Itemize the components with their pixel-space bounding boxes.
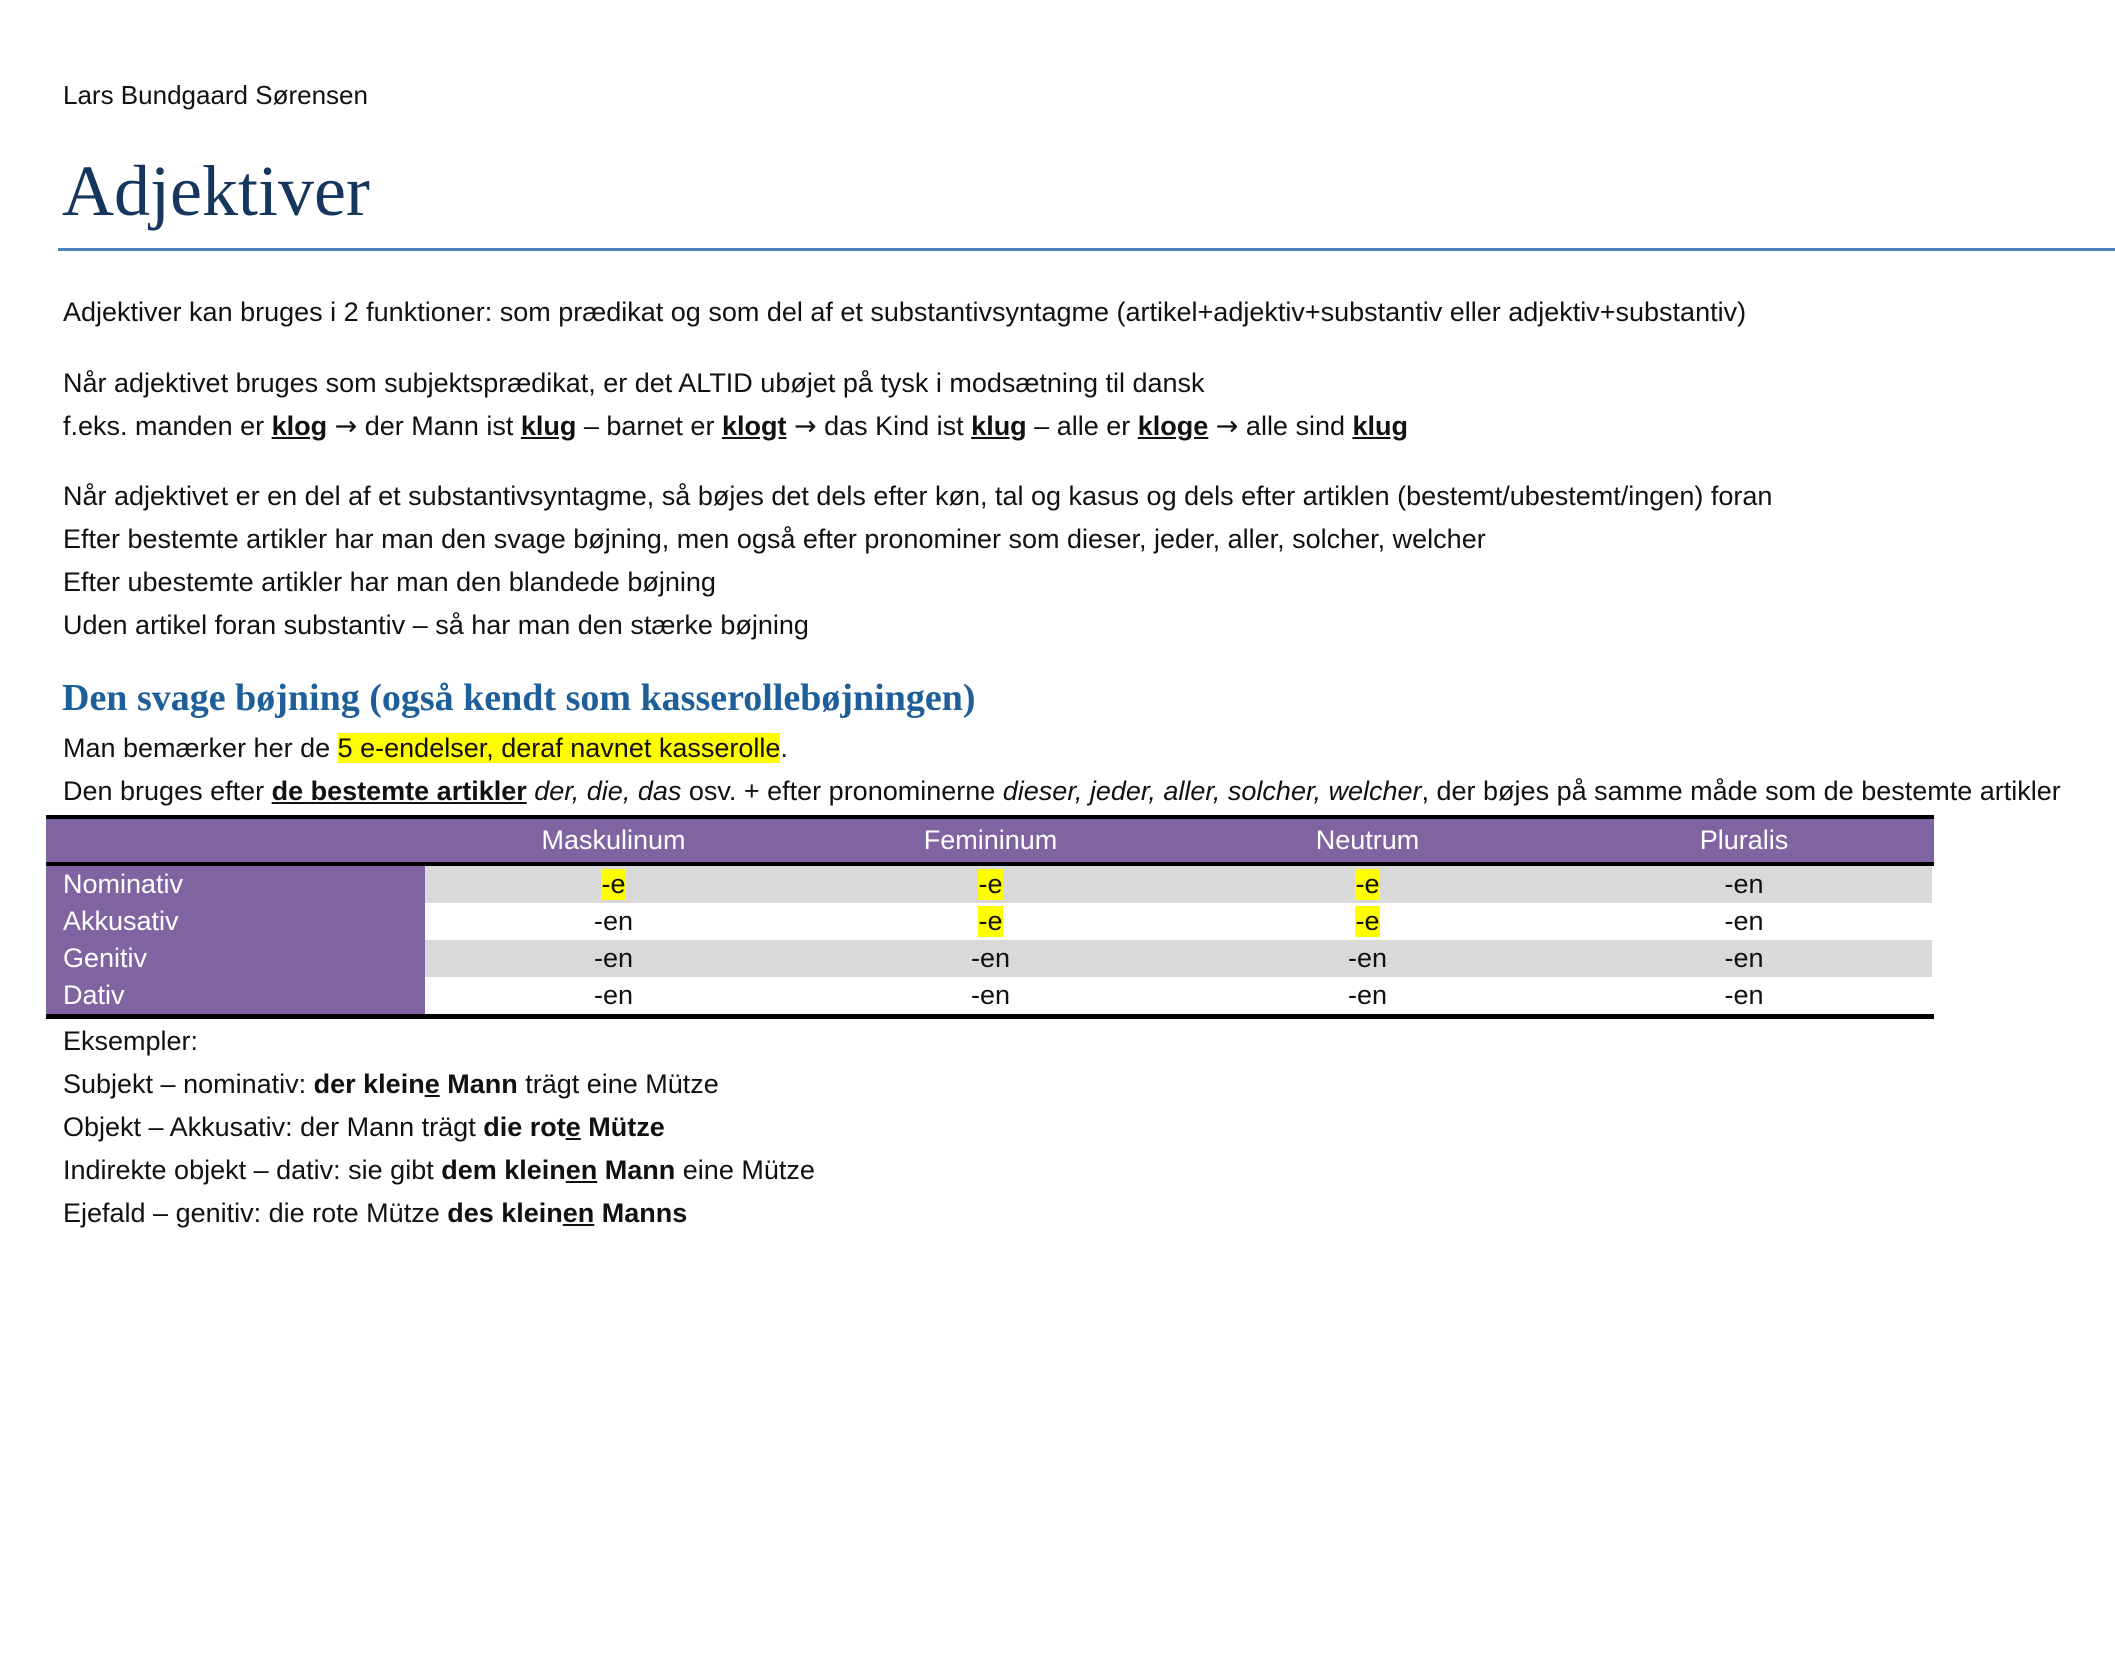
ending-value: -e	[1355, 869, 1380, 899]
table-header-row	[46, 819, 1934, 866]
example-word: klog	[271, 411, 328, 441]
example-bold: die rot	[483, 1112, 566, 1142]
example-word: klogt	[721, 411, 787, 441]
example-line	[63, 1149, 815, 1192]
section-intro	[63, 727, 2061, 813]
example-line	[63, 1192, 815, 1235]
usage-text: , der bøjes på samme måde som de bestemte artikler	[1421, 776, 2061, 806]
table-row	[46, 940, 1934, 977]
note-text: .	[780, 733, 788, 763]
declension-table	[46, 815, 1934, 1019]
predicate-example	[63, 405, 1408, 448]
ending-value: -e	[978, 906, 1003, 936]
arrow-right-icon: →	[1215, 411, 1239, 442]
ending-value: -en	[970, 943, 1011, 973]
usage-italic: der, die, das	[526, 776, 682, 806]
ending-value: -en	[1724, 906, 1764, 936]
arrow-right-icon: →	[793, 411, 817, 442]
ending-value: -en	[1724, 943, 1764, 973]
table-cell	[802, 977, 1179, 1014]
ending-value: -e	[601, 869, 626, 899]
table-cell	[802, 903, 1179, 940]
example-line	[63, 1063, 815, 1106]
table-cell	[425, 940, 802, 977]
usage-text: osv. + efter pronominerne	[681, 776, 1003, 806]
table-cell	[1179, 977, 1556, 1014]
case-label: Dativ	[46, 977, 425, 1014]
example-word: kloge	[1137, 411, 1209, 441]
example-text: Subjekt – nominativ:	[63, 1069, 314, 1099]
rule-line: Efter ubestemte artikler har man den blandede bøjning	[63, 567, 716, 597]
example-ending: en	[562, 1198, 595, 1228]
example-text: trägt eine Mütze	[517, 1069, 719, 1099]
table-row	[46, 866, 1934, 903]
example-text: Indirekte objekt – dativ: sie gibt	[63, 1155, 442, 1185]
ending-value: -en	[593, 980, 634, 1010]
page-title: Adjektiver	[62, 151, 370, 231]
table-cell	[1556, 940, 1932, 977]
usage-italic: dieser, jeder, aller, solcher, welcher	[1002, 776, 1422, 806]
table-cell	[425, 977, 802, 1014]
table-cell	[425, 903, 802, 940]
case-label: Genitiv	[46, 940, 425, 977]
table-row	[46, 903, 1934, 940]
section-note	[63, 727, 2061, 770]
ending-value: -en	[1347, 980, 1388, 1010]
ending-value: -en	[1347, 943, 1388, 973]
example-bold: der klein	[313, 1069, 425, 1099]
rule-line: Efter bestemte artikler har man den svage bøjning, men også efter pronominer som dieser, jeder, aller, solcher, welcher	[63, 524, 1486, 554]
table-cell	[425, 866, 802, 903]
table-cell	[1179, 940, 1556, 977]
example-word: klug	[971, 411, 1027, 441]
example-bold: Mann	[439, 1069, 518, 1099]
section-usage	[63, 770, 2061, 813]
example-word: klug	[520, 411, 577, 441]
table-row	[46, 977, 1934, 1014]
example-text: Ejefald – genitiv: die rote Mütze	[63, 1198, 448, 1228]
ending-value: -en	[970, 980, 1011, 1010]
example-text: – alle er	[1026, 411, 1138, 441]
example-ending: e	[424, 1069, 440, 1099]
table-header-cell: Neutrum	[1315, 825, 1420, 855]
usage-text: Den bruges efter	[63, 776, 272, 806]
example-text: f.eks. manden er	[63, 411, 272, 441]
example-text: eine Mütze	[675, 1155, 815, 1185]
example-bold: Manns	[594, 1198, 688, 1228]
table-cell	[802, 940, 1179, 977]
rules-paragraph	[63, 475, 1772, 647]
highlighted-text: 5 e-endelser, deraf navnet kasserolle	[337, 733, 781, 763]
example-line	[63, 1106, 815, 1149]
predicate-paragraph	[63, 362, 1408, 448]
table-body	[46, 866, 1934, 1014]
case-label: Nominativ	[46, 866, 425, 903]
example-text: der Mann ist	[357, 411, 521, 441]
ending-value: -en	[593, 943, 634, 973]
example-bold: des klein	[447, 1198, 563, 1228]
table-cell	[1179, 866, 1556, 903]
intro-paragraph	[63, 291, 1746, 334]
table-header-cell	[46, 819, 425, 862]
example-ending: e	[565, 1112, 581, 1142]
section-heading: Den svage bøjning (også kendt som kasserollebøjningen)	[62, 677, 976, 719]
intro-text: Adjektiver kan bruges i 2 funktioner: som prædikat og som del af et substantivsyntagme (artikel+adjektiv+substantiv eller adjektiv+substantiv)	[63, 297, 1747, 327]
ending-value: -en	[1724, 980, 1764, 1010]
example-text: alle sind	[1238, 411, 1353, 441]
arrow-right-icon: →	[334, 411, 358, 442]
example-bold: Mütze	[580, 1112, 665, 1142]
table-cell	[1556, 977, 1932, 1014]
table-header-cell: Femininum	[923, 825, 1058, 855]
example-bold: Mann	[597, 1155, 676, 1185]
author-name: Lars Bundgaard Sørensen	[63, 80, 368, 110]
table-cell	[1556, 866, 1932, 903]
table-cell	[1556, 903, 1932, 940]
table-cell	[1179, 903, 1556, 940]
example-text: Objekt – Akkusativ: der Mann trägt	[63, 1112, 484, 1142]
examples-label: Eksempler:	[63, 1026, 199, 1056]
ending-value: -en	[1724, 869, 1764, 899]
examples-block	[63, 1020, 815, 1235]
table-header-cell: Pluralis	[1699, 825, 1789, 855]
ending-value: -e	[1355, 906, 1380, 936]
predicate-line: Når adjektivet bruges som subjektsprædikat, er det ALTID ubøjet på tysk i modsætning til dansk	[63, 368, 1205, 398]
ending-value: -e	[978, 869, 1003, 899]
title-underline	[58, 248, 2115, 251]
example-text: das Kind ist	[816, 411, 972, 441]
note-text: Man bemærker her de	[63, 733, 338, 763]
table-header-cell: Maskulinum	[541, 825, 686, 855]
rule-line: Uden artikel foran substantiv – så har man den stærke bøjning	[63, 610, 809, 640]
usage-emphasis: de bestemte artikler	[271, 776, 527, 806]
ending-value: -en	[593, 906, 634, 936]
case-label: Akkusativ	[46, 903, 425, 940]
example-bold: dem klein	[441, 1155, 566, 1185]
table-cell	[802, 866, 1179, 903]
rule-line: Når adjektivet er en del af et substantivsyntagme, så bøjes det dels efter køn, tal og kasus og dels efter artiklen (bestemt/ubestemt/ingen) foran	[63, 481, 1773, 511]
example-word: klug	[1352, 411, 1409, 441]
example-ending: en	[565, 1155, 598, 1185]
example-text: – barnet er	[576, 411, 722, 441]
